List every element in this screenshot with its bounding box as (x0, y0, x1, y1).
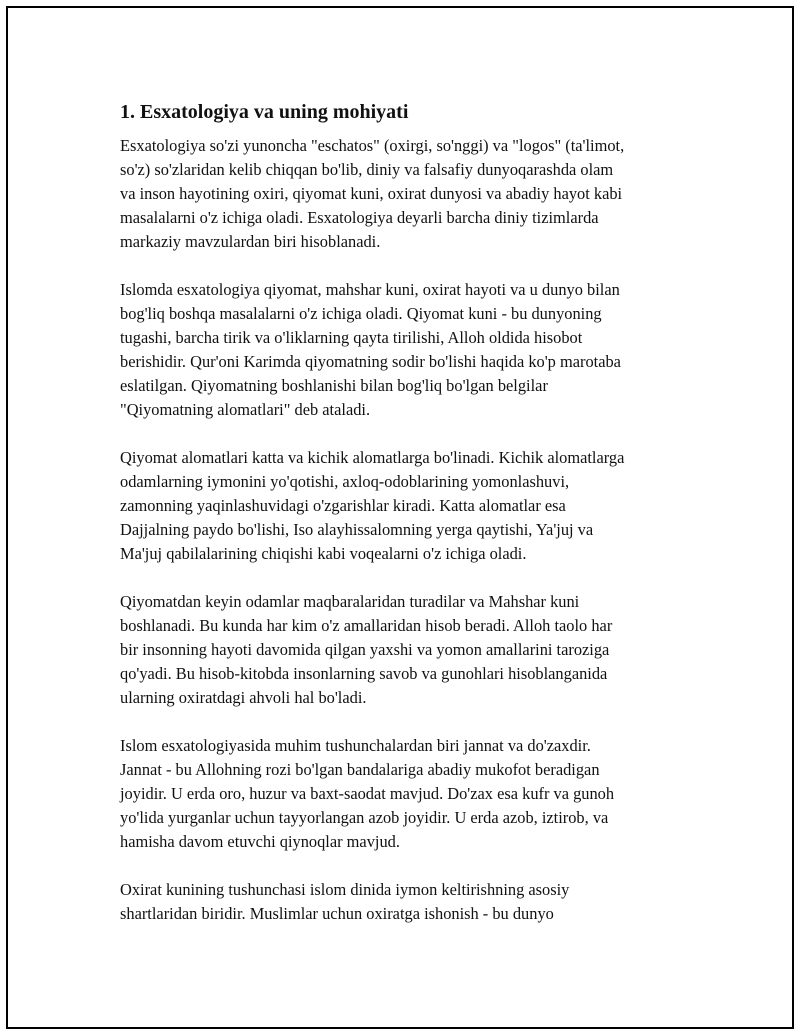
section-heading: 1. Esxatologiya va uning mohiyati (120, 101, 409, 123)
text-line: Dajjalning paydo bo'lishi, Iso alayhissalomning yerga qaytishi, Ya'juj va (120, 520, 594, 539)
text-line: bir insonning hayoti davomida qilgan yaxshi va yomon amallarini taroziga (120, 640, 610, 659)
paragraph-6 (120, 878, 700, 926)
text-line: shartlaridan biridir. Muslimlar uchun oxiratga ishonish - bu dunyo (120, 904, 554, 923)
text-line: "Qiyomatning alomatlari" deb ataladi. (120, 400, 371, 419)
paragraph-1 (120, 134, 700, 254)
text-line: Oxirat kunining tushunchasi islom dinida iymon keltirishning asosiy (120, 880, 570, 899)
text-line: Jannat - bu Allohning rozi bo'lgan bandalariga abadiy mukofot beradigan (120, 760, 600, 779)
text-line: masalalarni o'z ichiga oladi. Esxatologiya deyarli barcha diniy tizimlarda (120, 208, 599, 227)
text-line: odamlarning iymonini yo'qotishi, axloq-odoblarining yomonlashuvi, (120, 472, 570, 491)
text-line: Islomda esxatologiya qiyomat, mahshar kuni, oxirat hayoti va u dunyo bilan (120, 280, 620, 299)
paragraph-2 (120, 278, 700, 422)
paragraph-3 (120, 446, 700, 566)
text-line: Qiyomat alomatlari katta va kichik alomatlarga bo'linadi. Kichik alomatlarga (120, 448, 625, 467)
text-line: bog'liq boshqa masalalarni o'z ichiga oladi. Qiyomat kuni - bu dunyoning (120, 304, 602, 323)
text-line: hamisha davom etuvchi qiynoqlar mavjud. (120, 832, 400, 851)
text-line: so'z) so'zlaridan kelib chiqqan bo'lib, diniy va falsafiy dunyoqarashda olam (120, 160, 614, 179)
text-line: qo'yadi. Bu hisob-kitobda insonlarning savob va gunohlari hisoblanganida (120, 664, 608, 683)
text-line: Qiyomatdan keyin odamlar maqbaralaridan turadilar va Mahshar kuni (120, 592, 580, 611)
paragraph-4 (120, 590, 700, 710)
text-line: Islom esxatologiyasida muhim tushunchalardan biri jannat va do'zaxdir. (120, 736, 591, 755)
text-line: va inson hayotining oxiri, qiyomat kuni, oxirat dunyosi va abadiy hayot kabi (120, 184, 623, 203)
text-line: markaziy mavzulardan biri hisoblanadi. (120, 232, 381, 251)
paragraph-5 (120, 734, 700, 854)
text-line: tugashi, barcha tirik va o'liklarning qayta tirilishi, Alloh oldida hisobot (120, 328, 583, 347)
page-frame (6, 6, 794, 1029)
text-line: Ma'juj qabilalarining chiqishi kabi voqealarni o'z ichiga oladi. (120, 544, 527, 563)
text-line: berishidir. Qur'oni Karimda qiyomatning sodir bo'lishi haqida ko'p marotaba (120, 352, 621, 371)
text-line: boshlanadi. Bu kunda har kim o'z amallaridan hisob beradi. Alloh taolo har (120, 616, 613, 635)
text-line: zamonning yaqinlashuvidagi o'zgarishlar kiradi. Katta alomatlar esa (120, 496, 566, 515)
text-line: ularning oxiratdagi ahvoli hal bo'ladi. (120, 688, 367, 707)
text-line: yo'lida yurganlar uchun tayyorlangan azob joyidir. U erda azob, iztirob, va (120, 808, 609, 827)
document-body (120, 98, 700, 950)
text-line: joyidir. U erda oro, huzur va baxt-saodat mavjud. Do'zax esa kufr va gunoh (120, 784, 615, 803)
text-line: eslatilgan. Qiyomatning boshlanishi bilan bog'liq bo'lgan belgilar (120, 376, 548, 395)
text-line: Esxatologiya so'zi yunoncha "eschatos" (oxirgi, so'nggi) va "logos" (ta'limot, (120, 136, 625, 155)
